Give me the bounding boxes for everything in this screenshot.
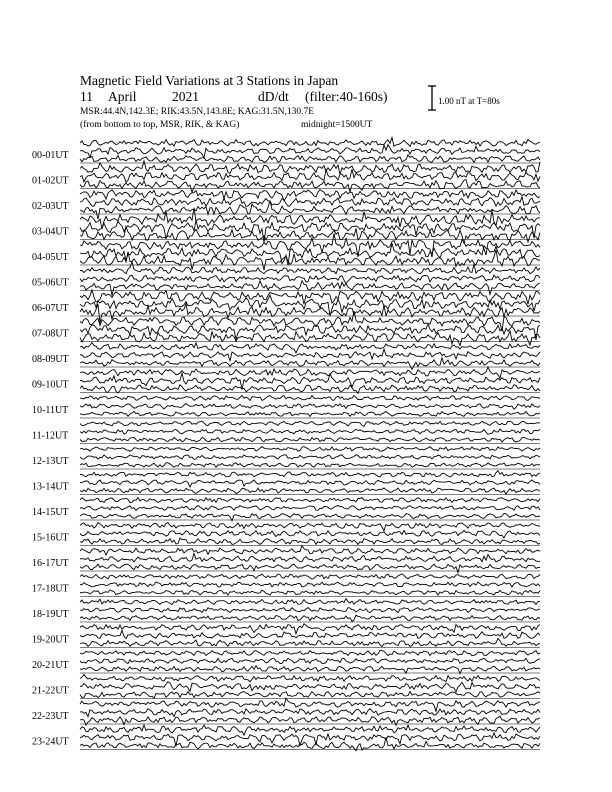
hour-row-label: 11-12UT — [32, 430, 69, 442]
hour-row-label: 10-11UT — [32, 405, 69, 416]
trace-msr — [80, 331, 540, 346]
trace-msr — [80, 538, 540, 545]
trace-msr — [80, 488, 540, 494]
trace-rik — [80, 349, 540, 361]
hour-row — [32, 624, 540, 648]
trace-rik — [80, 429, 540, 434]
trace-rik — [80, 582, 540, 587]
trace-rik — [80, 733, 540, 746]
trace-kag — [80, 574, 540, 579]
hour-row — [32, 290, 540, 323]
stations-label: MSR:44.4N,142.3E; RIK:43.5N,143.8E; KAG:31.5N,130.7E — [80, 107, 315, 117]
trace-rik — [80, 682, 540, 692]
chart-title: Magnetic Field Variations at 3 Stations in Japan — [80, 73, 339, 88]
quantity-label: dD/dt — [258, 89, 289, 104]
trace-msr — [80, 437, 540, 442]
trace-kag — [80, 599, 540, 605]
hour-row-label: 05-06UT — [32, 277, 69, 289]
trace-msr — [80, 385, 540, 394]
hour-row — [32, 262, 540, 296]
hour-row-label: 08-09UT — [32, 354, 69, 365]
trace-kag — [80, 546, 540, 556]
trace-rik — [80, 275, 540, 284]
hour-row — [32, 367, 540, 393]
hour-row-label: 23-24UT — [32, 736, 69, 748]
trace-msr — [80, 180, 540, 193]
hour-row-label: 01-02UT — [32, 175, 69, 187]
trace-rik — [80, 480, 540, 487]
trace-rik — [80, 220, 540, 242]
trace-rik — [80, 608, 540, 613]
trace-msr — [80, 666, 540, 674]
trace-rik — [80, 554, 540, 562]
hour-row — [32, 161, 540, 192]
hour-row — [32, 674, 540, 698]
trace-rik — [80, 631, 540, 639]
trace-kag — [80, 138, 540, 147]
trace-kag — [80, 343, 540, 353]
hour-row — [32, 208, 540, 244]
hour-row-label: 03-04UT — [32, 226, 69, 238]
hour-row — [32, 498, 540, 521]
trace-msr — [80, 692, 540, 699]
trace-kag — [80, 674, 540, 681]
trace-rik — [80, 455, 540, 460]
hour-row-label: 16-17UT — [32, 558, 69, 569]
hour-row-label: 15-16UT — [32, 532, 69, 544]
trace-kag — [80, 395, 540, 400]
trace-kag — [80, 624, 540, 634]
hour-row — [32, 190, 540, 219]
hour-row-label: 07-08UT — [32, 328, 69, 340]
trace-rik — [80, 709, 540, 717]
hour-row — [32, 234, 540, 271]
trace-rik — [80, 658, 540, 663]
hour-row — [32, 447, 540, 469]
hour-row-label: 00-01UT — [32, 150, 69, 161]
order-note: (from bottom to top, MSR, RIK, & KAG) — [80, 120, 240, 130]
trace-msr — [80, 155, 540, 163]
trace-msr — [80, 737, 540, 750]
filter-label: (filter:40-160s) — [305, 89, 388, 104]
scale-bar — [428, 86, 436, 110]
trace-rik — [80, 530, 540, 538]
hour-row-label: 18-19UT — [32, 609, 69, 620]
hour-row — [32, 471, 540, 495]
hour-row — [32, 546, 540, 573]
trace-msr — [80, 358, 540, 370]
trace-kag — [80, 471, 540, 477]
trace-rows — [32, 138, 540, 751]
hour-row-label: 12-13UT — [32, 456, 69, 467]
hour-row-label: 13-14UT — [32, 481, 69, 493]
hour-row — [32, 698, 540, 725]
trace-msr — [80, 639, 540, 647]
trace-msr — [80, 463, 540, 468]
date-year: 2021 — [172, 89, 199, 104]
hour-row-label: 17-18UT — [32, 583, 69, 595]
hour-row — [32, 574, 540, 597]
date-month: April — [108, 89, 137, 104]
trace-msr — [80, 564, 540, 573]
trace-kag — [80, 421, 540, 426]
trace-msr — [80, 590, 540, 595]
date-day: 11 — [80, 89, 93, 104]
hour-row-label: 21-22UT — [32, 685, 69, 697]
hour-row — [32, 599, 540, 622]
hour-row-label: 02-03UT — [32, 201, 69, 212]
trace-rik — [80, 169, 540, 182]
trace-kag — [80, 650, 540, 655]
trace-rik — [80, 404, 540, 410]
trace-msr — [80, 514, 540, 521]
trace-kag — [80, 190, 540, 201]
trace-kag — [80, 447, 540, 452]
hour-row — [32, 725, 540, 751]
hour-row — [32, 138, 540, 164]
hour-row-label: 20-21UT — [32, 660, 69, 671]
hour-row — [32, 395, 540, 418]
trace-msr — [80, 281, 540, 296]
hour-row-label: 14-15UT — [32, 507, 69, 518]
trace-kag — [80, 498, 540, 503]
hour-row-label: 06-07UT — [32, 303, 69, 314]
trace-kag — [80, 290, 540, 305]
trace-msr — [80, 615, 540, 621]
trace-rik — [80, 505, 540, 510]
trace-rik — [80, 197, 540, 207]
hour-row — [32, 343, 540, 370]
trace-kag — [80, 523, 540, 531]
scale-label: 1.00 nT at T=80s — [438, 96, 500, 106]
hour-row — [32, 421, 540, 443]
hour-row — [32, 523, 540, 546]
trace-rik — [80, 145, 540, 158]
hour-row-label: 19-20UT — [32, 634, 69, 646]
hour-row-label: 04-05UT — [32, 252, 69, 263]
trace-kag — [80, 725, 540, 735]
trace-msr — [80, 250, 540, 271]
hour-row-label: 09-10UT — [32, 379, 69, 391]
hour-row-label: 22-23UT — [32, 711, 69, 722]
trace-msr — [80, 412, 540, 417]
midnight-note: midnight=1500UT — [301, 120, 373, 130]
hour-row — [32, 650, 540, 673]
trace-kag — [80, 367, 540, 378]
